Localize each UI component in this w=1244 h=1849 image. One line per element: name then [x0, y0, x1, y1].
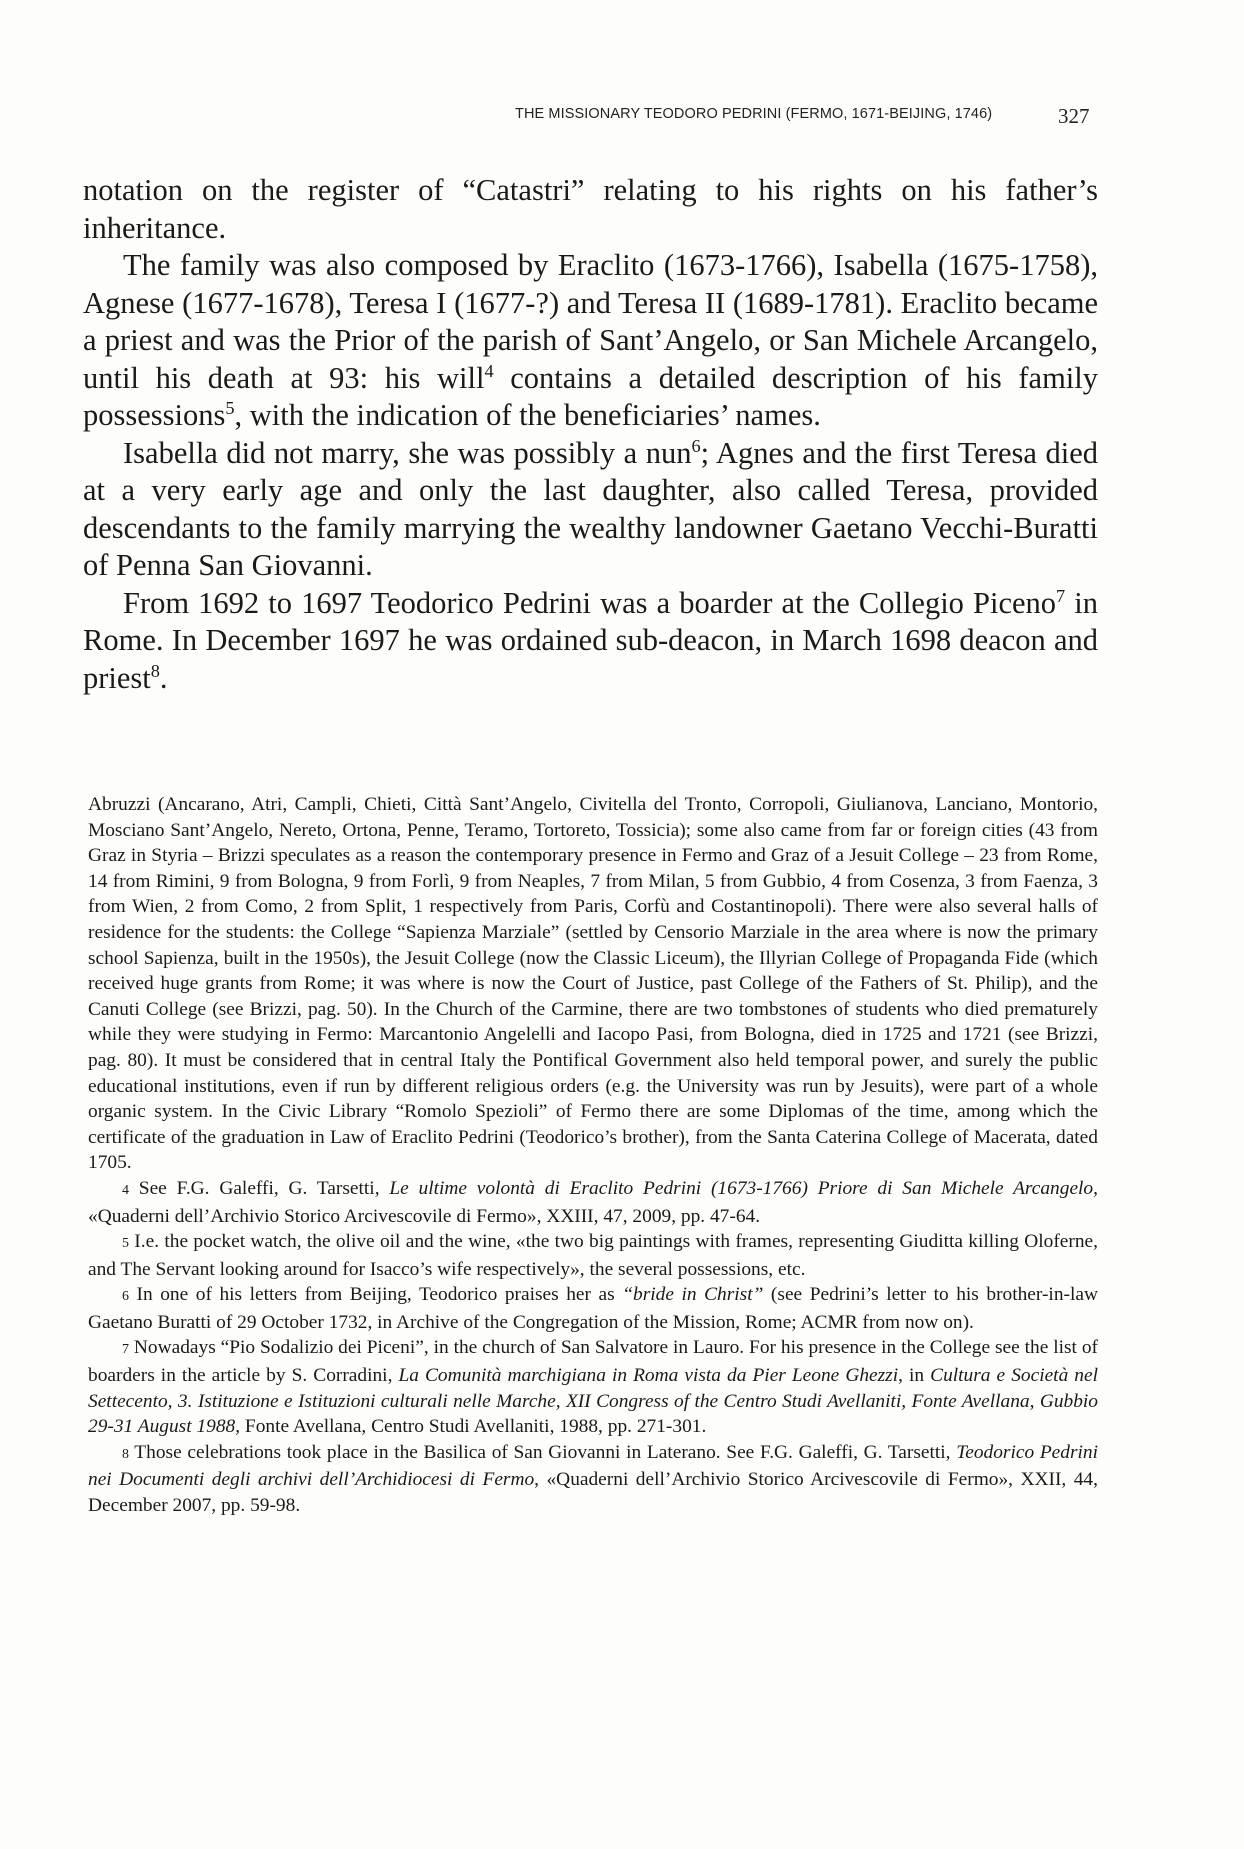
- page-number: 327: [1058, 104, 1090, 128]
- main-text: [83, 172, 1098, 697]
- paragraph-1: notation on the register of “Catastri” relating to his rights on his father’s inheritance.: [83, 173, 1098, 245]
- footnote-ref-6[interactable]: 6: [691, 435, 701, 456]
- footnote-8: 8 Those celebrations took place in the Basilica of San Giovanni in Laterano. See F.G. Galeffi, G. Tarsetti, Teodorico Pedrini nei Documenti degli archivi dell’Archidiocesi di Fermo, «Quaderni dell’Archivio Storico Arcivescovile di Fermo», XXII, 44, December 2007, pp. 59-98.: [88, 1441, 1098, 1517]
- footnote-5: 5 I.e. the pocket watch, the olive oil and the wine, «the two big paintings with frames, representing Giuditta killing Oloferne, and The Servant looking around for Isacco’s wife respectively», the several possessions, etc.: [88, 1231, 1098, 1280]
- footnote-6: 6 In one of his letters from Beijing, Teodorico praises her as “bride in Christ” (see Pedrini’s letter to his brother-in-law Gaetano Buratti of 29 October 1732, in Archive of the Congregation of the Mission, Rome; ACMR from now on).: [88, 1284, 1098, 1333]
- footnote-7: 7 Nowadays “Pio Sodalizio dei Piceni”, in the church of San Salvatore in Lauro. For his presence in the College see the list of boarders in the article by S. Corradini, La Comunità marchigiana in Roma vista da Pier Leone Ghezzi, in Cultura e Società nel Settecento, 3. Istituzione e Istituzioni culturali nelle Marche, XII Congress of the Centro Studi Avellaniti, Fonte Avellana, Gubbio 29-31 August 1988, Fonte Avellana, Centro Studi Avellaniti, 1988, pp. 271-301.: [88, 1337, 1098, 1438]
- footnotes: [88, 792, 1098, 1519]
- footnote-3-continuation: Abruzzi (Ancarano, Atri, Campli, Chieti, Città Sant’Angelo, Civitella del Tronto, Corropoli, Giulianova, Lanciano, Montorio, Mosciano Sant’Angelo, Nereto, Ortona, Penne, Teramo, Tortoreto, Tossicia); some also came from far or foreign cities (43 from Graz in Styria – Brizzi speculates as a reason the contemporary presence in Fermo and Graz of a Jesuit College – 23 from Rome, 14 from Rimini, 9 from Bologna, 9 from Forlì, 9 from Neaples, 7 from Milan, 5 from Gubbio, 4 from Cosenza, 3 from Faenza, 3 from Wien, 2 from Como, 2 from Split, 1 respectively from Paris, Corfù and Costantinopoli). There were also several halls of residence for the students: the College “Sapienza Marziale” (settled by Censorio Marziale in the area where is now the primary school Sapienza, built in the 1950s), the Jesuit College (now the Classic Liceum), the Illyrian College of Propaganda Fide (which received huge grants from Rome; it was where is now the Court of Justice, past College of the Fathers of St. Philip), and the Canuti College (see Brizzi, pag. 50). In the Church of the Carmine, there are two tombstones of students who died prematurely while they were studying in Fermo: Marcantonio Angelelli and Iacopo Pasi, from Bologna, died in 1725 and 1721 (see Brizzi, pag. 80). It must be considered that in central Italy the Pontifical Government also held temporal power, and surely the public educational institutions, even if run by different religious orders (e.g. the University was run by Jesuits), were part of a whole organic system. In the Civic Library “Romolo Spezioli” of Fermo there are some Diplomas of the time, among which the certificate of the graduation in Law of Eraclito Pedrini (Teodorico’s brother), from the Santa Caterina College of Macerata, dated 1705.: [88, 794, 1098, 1174]
- running-head: THE MISSIONARY TEODORO PEDRINI (FERMO, 1671-BEIJING, 1746): [515, 106, 993, 122]
- footnote-ref-5[interactable]: 5: [225, 397, 235, 418]
- footnote-ref-7[interactable]: 7: [1056, 585, 1066, 606]
- footnote-ref-4[interactable]: 4: [484, 360, 494, 381]
- paragraph-3: Isabella did not marry, she was possibly a nun$^6$; Agnes and the first Teresa died at a very early age and only the last daughter, also called Teresa, provided descendants to the family marrying the wealthy landowner Gaetano Vecchi-Buratti of Penna San Giovanni.: [83, 435, 1098, 582]
- paragraph-4: From 1692 to 1697 Teodorico Pedrini was a boarder at the Collegio Piceno$^7$ in Rome. In December 1697 he was ordained sub-deacon, in March 1698 deacon and priest$^8$.: [83, 585, 1098, 695]
- paragraph-2: The family was also composed by Eraclito (1673-1766), Isabella (1675-1758), Agnese (1677-1678), Teresa I (1677-?) and Teresa II (1689-1781). Eraclito became a priest and was the Prior of the parish of Sant’Angelo, or San Michele Arcangelo, until his death at 93: his will$^4$ contains a detailed description of his family possessions$^5$, with the indication of the beneficiaries’ names.: [83, 248, 1099, 432]
- footnote-ref-8[interactable]: 8: [150, 660, 160, 681]
- footnote-4: 4 See F.G. Galeffi, G. Tarsetti, Le ultime volontà di Eraclito Pedrini (1673-1766) Priore di San Michele Arcangelo, «Quaderni dell’Archivio Storico Arcivescovile di Fermo», XXIII, 47, 2009, pp. 47-64.: [88, 1177, 1098, 1227]
